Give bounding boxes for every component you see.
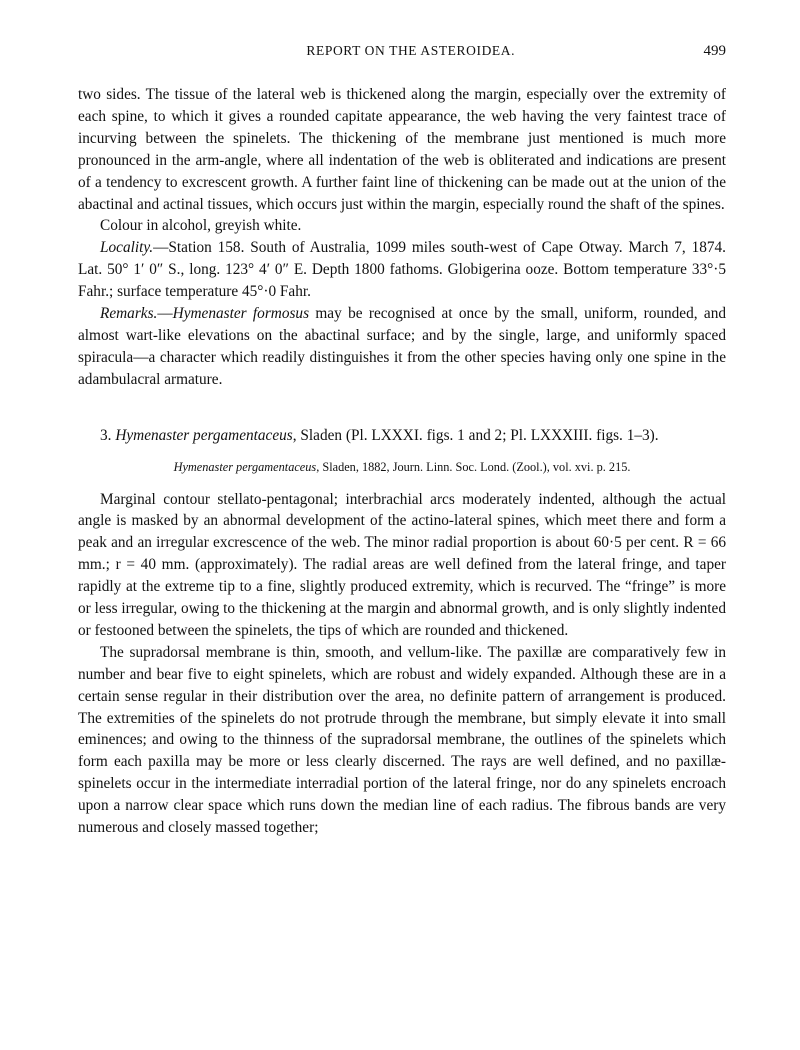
page-number: 499 [703,43,726,59]
running-header [78,40,726,62]
description-paragraph: two sides. The tissue of the lateral web is thickened along the margin, especially over the extremity of each spine, to which it gives a rounded capitate appearance, the web having the very faintest trace of incurving between the spinelets. The thickening of the membrane just mentioned is much more pronounced in the arm-angle, where all indentation of the web is obliterated and indications are present of a tendency to excrescent growth. A further faint line of thickening can be made out at the union of the abactinal and actinal tissues, which occurs just within the margin, especially round the shaft of the spines. [78,86,726,213]
synonymy-citation [78,457,726,479]
locality-text: —Station 158. South of Australia, 1099 miles south-west of Cape Otway. March 7, 1874. Lat. 50° 1′ 0″ S., long. 123° 4′ 0″ E. Depth 1800 fathoms. Globigerina ooze. Bottom temperature 33°·5 Fahr.; surface temperature 45°·0 Fahr. [78,239,726,301]
remarks-label: Remarks. [100,305,158,323]
species-description-paragraph-1: Marginal contour stellato-pentagonal; interbrachial arcs moderately indented, although the actual angle is masked by an abnormal development of the actino-lateral spines, which meet there and form a peak and an irregular excrescence of the web. The minor radial proportion is about 60·5 per cent. R = 66 mm.; r = 40 mm. (approximately). The radial areas are well defined from the lateral fringe, and taper rapidly at the extreme tip to a fine, slightly produced extremity, which is recurved. The “fringe” is more or less irregular, owing to the thickening at the margin and abnormal growth, and is only slightly indented or festooned between the spinelets, the tips of which are rounded and thickened. [78,490,726,639]
locality-label: Locality. [100,239,154,257]
colour-paragraph: Colour in alcohol, greyish white. [100,217,302,235]
remarks-dash: — [157,305,173,323]
citation-text: , Sladen, 1882, Journ. Linn. Soc. Lond. (Zool.), vol. xvi. p. 215. [316,459,631,474]
citation-species-name: Hymenaster pergamentaceus [173,459,317,474]
species-description-paragraph-2: The supradorsal membrane is thin, smooth, and vellum-like. The paxillæ are comparatively few in number and bear five to eight spinelets, which are robust and widely expanded. Although these are in a certain sense regular in their distribution over the area, no definite pattern of arrangement is produced. The extremities of the spinelets do not protrude through the membrane, but simply elevate it into small eminences; and owing to the thinness of the supradorsal membrane, the outlines of the spinelets which form each paxilla may be more or less clearly discerned. The rays are well defined, and no paxillæ-spinelets occur in the intermediate interradial portion of the lateral fringe, nor do any spinelets encroach upon a narrow clear space which runs down the median line of each radius. The fibrous bands are very numerous and closely massed together; [78,643,726,837]
book-page [78,40,726,839]
species-authority-plates: , Sladen (Pl. LXXXI. figs. 1 and 2; Pl. LXXXIII. figs. 1–3). [292,426,659,444]
remarks-text: may be recognised at once by the small, uniform, rounded, and almost wart-like elevations on the abactinal surface; and by the single, large, and uniformly spaced spiracula—a character which readily distinguishes it from the other species having only one spine in the adambulacral armature. [78,305,726,388]
remarks-species-name: Hymenaster formosus [172,305,310,323]
locality-paragraph [78,237,726,303]
remarks-paragraph [78,303,726,391]
running-title: REPORT ON THE ASTEROIDEA. [306,43,516,58]
species-name: Hymenaster pergamentaceus [115,426,293,444]
species-heading [78,425,726,447]
species-number: 3. [100,426,112,444]
